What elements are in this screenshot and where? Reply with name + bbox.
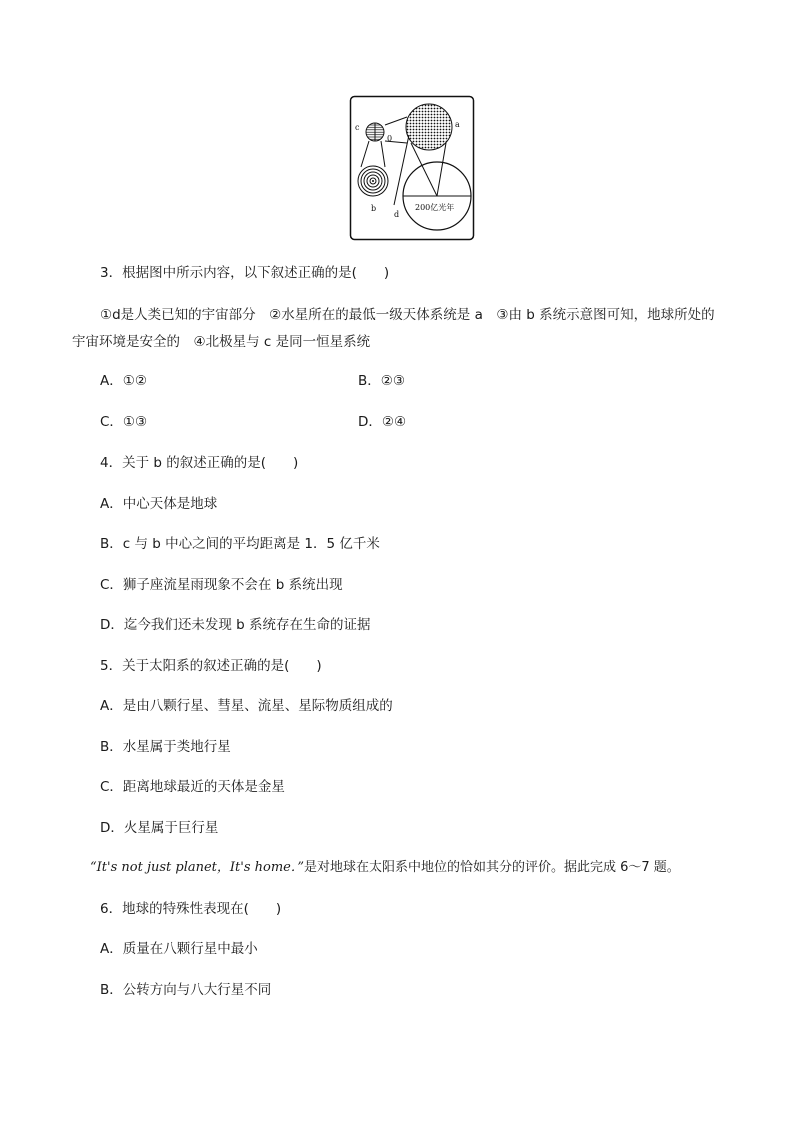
label-c: c [355,123,360,132]
question-5-option-c[interactable]: C．距离地球最近的天体是金星 [100,779,285,795]
question-3-option-c[interactable]: C．①③ [100,414,148,430]
question-4-option-a[interactable]: A．中心天体是地球 [100,496,218,512]
question-3-statements: ①d是人类已知的宇宙部分 ②水星所在的最低一级天体系统是 a ③由 b 系统示意图可知，地球所处的宇宙环境是安全的 ④北极星与 c 是同一恒星系统 [72,307,715,350]
intro-text: 是对地球在太阳系中地位的恰如其分的评价。据此完成 6～7 题。 [304,860,680,875]
label-d: d [394,210,400,219]
label-zero: 0 [387,134,393,143]
question-5-stem: 5．关于太阳系的叙述正确的是( ) [100,658,322,674]
question-6-stem: 6．地球的特殊性表现在( ) [100,901,282,917]
galaxy-circle-a [406,104,452,150]
question-4-option-b[interactable]: B．c 与 b 中心之间的平均距离是 1．5 亿千米 [100,536,380,552]
cosmic-systems-diagram [349,95,475,241]
question-4-option-c[interactable]: C．狮子座流星雨现象不会在 b 系统出现 [100,577,343,593]
question-6-option-a[interactable]: A．质量在八颗行星中最小 [100,941,258,957]
question-4-stem: 4．关于 b 的叙述正确的是( ) [100,455,299,471]
question-6-option-b[interactable]: B．公转方向与八大行星不同 [100,982,272,998]
question-3-option-a[interactable]: A．①② [100,373,147,389]
intro-quote: “It's not just planet，It's home．” [90,860,304,875]
question-5-option-d[interactable]: D．火星属于巨行星 [100,820,219,836]
question-5-option-b[interactable]: B．水星属于类地行星 [100,739,231,755]
intro-passage [90,859,680,877]
question-3-option-b[interactable]: B．②③ [358,373,405,389]
question-3-stem: 3．根据图中所示内容，以下叙述正确的是( ) [100,265,390,281]
question-4-option-d[interactable]: D．迄今我们还未发现 b 系统存在生命的证据 [100,617,371,633]
label-a: a [455,120,460,129]
label-b: b [371,204,377,213]
distance-label: 200亿光年 [415,203,455,212]
question-3-option-d[interactable]: D．②④ [358,414,407,430]
question-5-option-a[interactable]: A．是由八颗行星、彗星、流星、星际物质组成的 [100,698,393,714]
